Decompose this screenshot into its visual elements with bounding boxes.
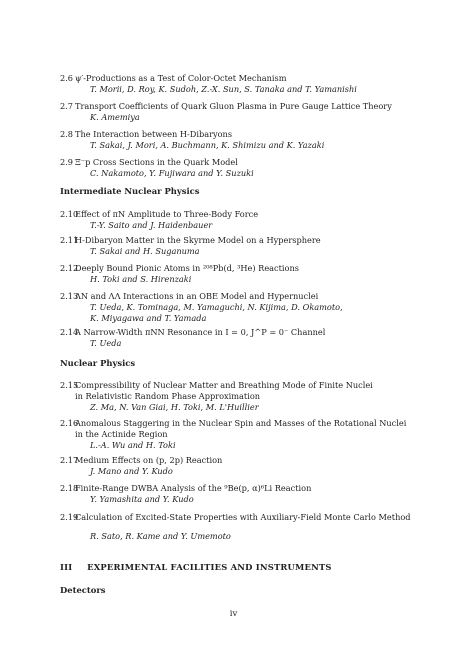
entry-title: Medium Effects on (p, 2p) Reaction <box>75 455 223 465</box>
toc-entry <box>60 129 440 151</box>
entry-authors: T. Sakai and H. Suganuma <box>90 246 200 256</box>
section-heading-detectors: Detectors <box>60 585 106 595</box>
entry-number: 2.19 <box>60 512 79 522</box>
toc-entry <box>60 291 440 324</box>
entry-authors: T.-Y. Saito and J. Haidenbauer <box>90 220 213 230</box>
part-title: EXPERIMENTAL FACILITIES AND INSTRUMENTS <box>87 562 332 572</box>
entry-authors: Z. Ma, N. Van Giai, H. Toki, M. L'Huillier <box>90 402 259 412</box>
entry-title: Finite-Range DWBA Analysis of the ⁹Be(p, α)⁶Li Reaction <box>75 483 312 493</box>
entry-authors: Y. Yamashita and Y. Kudo <box>90 494 194 504</box>
entry-title: Transport Coefficients of Quark Gluon Plasma in Pure Gauge Lattice Theory <box>75 101 392 111</box>
toc-entry <box>60 73 440 95</box>
entry-number: 2.13 <box>60 291 79 301</box>
entry-authors: L.-A. Wu and H. Toki <box>90 440 176 450</box>
entry-authors: J. Mano and Y. Kudo <box>90 466 173 476</box>
entry-title: Ξ⁻p Cross Sections in the Quark Model <box>75 157 238 167</box>
entry-authors-continued: K. Miyagawa and T. Yamada <box>90 313 207 323</box>
entry-number: 2.7 <box>60 101 74 111</box>
part-number: III <box>60 562 73 572</box>
entry-title: Effect of πN Amplitude to Three-Body Force <box>75 209 259 219</box>
entry-number: 2.9 <box>60 157 74 167</box>
toc-entry <box>60 101 440 123</box>
entry-title: ψ′-Productions as a Test of Color-Octet Mechanism <box>75 73 287 83</box>
entry-title: Anomalous Staggering in the Nuclear Spin and Masses of the Rotational Nuclei <box>75 418 407 428</box>
entry-title: Calculation of Excited-State Properties with Auxiliary-Field Monte Carlo Method <box>75 512 411 522</box>
toc-entry <box>60 263 440 285</box>
entry-title-continued: in the Actinide Region <box>75 429 168 439</box>
entry-title: Deeply Bound Pionic Atoms in ²⁰⁸Pb(d, ³He) Reactions <box>75 263 299 273</box>
entry-authors: T. Ueda, K. Tominaga, M. Yamaguchi, N. Kijima, D. Okamoto, <box>90 302 343 312</box>
entry-number: 2.14 <box>60 327 79 337</box>
entry-number: 2.10 <box>60 209 79 219</box>
entry-number: 2.6 <box>60 73 74 83</box>
part-heading-iii <box>60 562 332 572</box>
entry-authors: K. Amemiya <box>90 112 140 122</box>
entry-authors: C. Nakamoto, Y. Fujiwara and Y. Suzuki <box>90 168 254 178</box>
entry-number: 2.16 <box>60 418 79 428</box>
toc-entry <box>60 157 440 179</box>
section-heading-intermediate: Intermediate Nuclear Physics <box>60 186 200 196</box>
entry-number: 2.8 <box>60 129 74 139</box>
entry-number: 2.17 <box>60 455 79 465</box>
entry-authors: R. Sato, R. Kame and Y. Umemoto <box>90 531 231 541</box>
toc-entry <box>60 327 440 349</box>
entry-authors: T. Morii, D. Roy, K. Sudoh, Z.-X. Sun, S. Tanaka and T. Yamanishi <box>90 84 357 94</box>
entry-number: 2.11 <box>60 235 79 245</box>
entry-title: Compressibility of Nuclear Matter and Breathing Mode of Finite Nuclei <box>75 380 373 390</box>
entry-title: H-Dibaryon Matter in the Skyrme Model on a Hypersphere <box>75 235 321 245</box>
entry-number: 2.15 <box>60 380 79 390</box>
toc-entry <box>60 209 440 231</box>
entry-title: The Interaction between H-Dibaryons <box>75 129 233 139</box>
toc-entry <box>60 235 440 257</box>
toc-entry <box>60 418 440 451</box>
entry-authors: T. Ueda <box>90 338 122 348</box>
entry-authors: T. Sakai, J. Mori, A. Buchmann, K. Shimizu and K. Yazaki <box>90 140 325 150</box>
section-heading-nuclear: Nuclear Physics <box>60 358 136 368</box>
entry-number: 2.18 <box>60 483 79 493</box>
entry-title-continued: in Relativistic Random Phase Approximation <box>75 391 261 401</box>
entry-title: ΛN and ΛΛ Interactions in an OBE Model and Hypernuclei <box>75 291 319 301</box>
entry-title: A Narrow-Width πNN Resonance in I = 0, J^P = 0⁻ Channel <box>75 327 326 337</box>
toc-entry <box>60 380 440 413</box>
toc-entry <box>60 483 440 505</box>
page-number: iv <box>229 609 238 619</box>
toc-entry <box>60 512 440 542</box>
toc-entry <box>60 455 440 477</box>
entry-number: 2.12 <box>60 263 79 273</box>
entry-authors: H. Toki and S. Hirenzaki <box>90 274 192 284</box>
